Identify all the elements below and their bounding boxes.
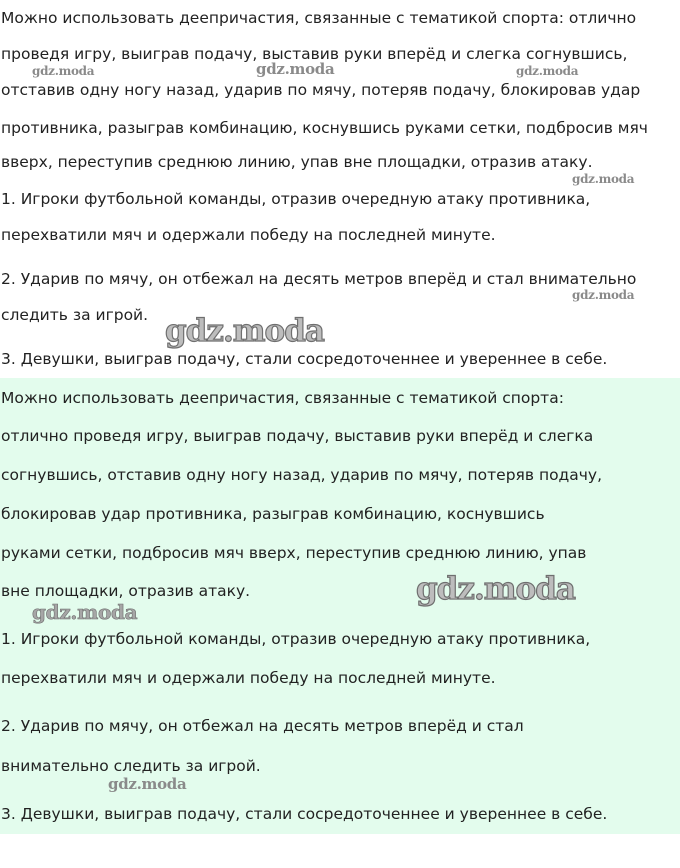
watermark: gdz.moda: [256, 60, 335, 78]
text-line: блокировав удар противника, разыграв комбинацию, коснувшись: [1, 505, 545, 523]
text-line: 3. Девушки, выиграв подачу, стали сосредоточеннее и увереннее в себе.: [1, 805, 608, 823]
text-line: 1. Игроки футбольной команды, отразив очередную атаку противника,: [1, 190, 591, 208]
text-line: перехватили мяч и одержали победу на последней минуте.: [1, 669, 496, 687]
text-line: 3. Девушки, выиграв подачу, стали сосредоточеннее и увереннее в себе.: [1, 350, 608, 368]
text-line: Можно использовать деепричастия, связанные с тематикой спорта: отлично: [1, 9, 637, 27]
text-line: перехватили мяч и одержали победу на последней минуте.: [1, 226, 496, 244]
text-line: внимательно следить за игрой.: [1, 757, 261, 775]
text-line: согнувшись, отставив одну ногу назад, ударив по мячу, потеряв подачу,: [1, 466, 603, 484]
text-line: вне площадки, отразив атаку.: [1, 582, 251, 600]
text-line: отлично проведя игру, выиграв подачу, выставив руки вперёд и слегка: [1, 427, 594, 445]
text-line: руками сетки, подбросив мяч вверх, переступив среднюю линию, упав: [1, 544, 587, 562]
text-line: 2. Ударив по мячу, он отбежал на десять метров вперёд и стал: [1, 717, 524, 735]
watermark: gdz.moda: [108, 775, 187, 793]
text-line: 1. Игроки футбольной команды, отразив очередную атаку противника,: [1, 630, 591, 648]
text-line: отставив одну ногу назад, ударив по мячу, потеряв подачу, блокировав удар: [1, 81, 641, 99]
text-line: проведя игру, выиграв подачу, выставив руки вперёд и слегка согнувшись,: [1, 45, 628, 63]
watermark: gdz.moda: [32, 64, 95, 78]
text-line: Можно использовать деепричастия, связанные с тематикой спорта:: [1, 389, 564, 407]
watermark: gdz.moda: [516, 64, 579, 78]
text-line: вверх, переступив среднюю линию, упав вне площадки, отразив атаку.: [1, 153, 593, 171]
watermark: gdz.moda: [572, 172, 635, 186]
watermark: gdz.moda: [32, 600, 138, 624]
watermark: gdz.moda: [165, 313, 324, 349]
watermark: gdz.moda: [572, 288, 635, 302]
text-line: 2. Ударив по мячу, он отбежал на десять метров вперёд и стал внимательно: [1, 270, 637, 288]
text-line: следить за игрой.: [1, 306, 149, 324]
text-block-top: [0, 0, 680, 376]
text-line: противника, разыграв комбинацию, коснувшись руками сетки, подбросив мяч: [1, 119, 648, 137]
watermark: gdz.moda: [416, 571, 575, 607]
